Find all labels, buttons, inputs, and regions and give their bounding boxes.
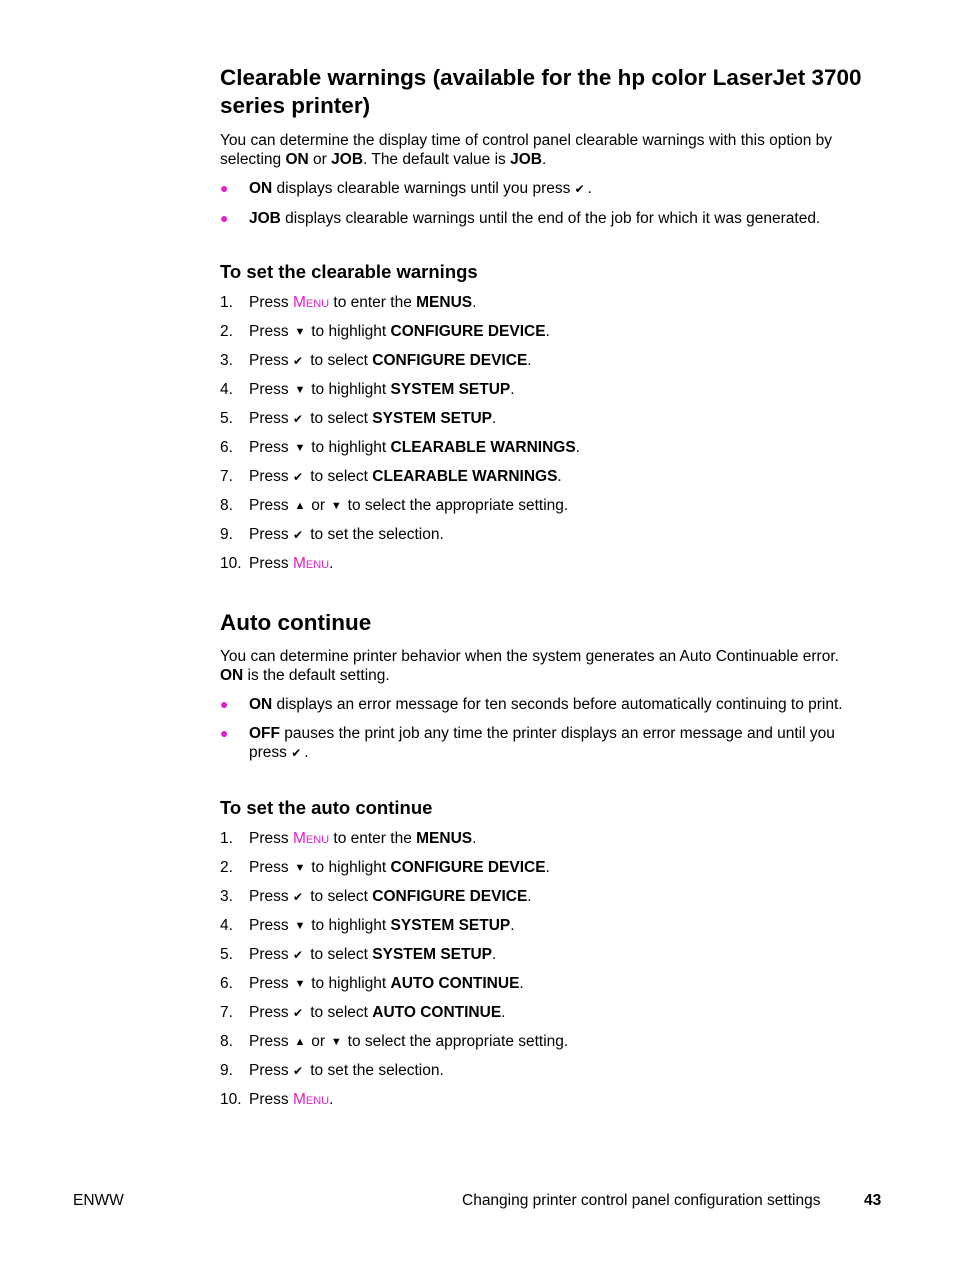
page-number: 43 (864, 1192, 882, 1209)
checkmark-icon: ✔ (292, 354, 303, 368)
intro-paragraph: You can determine printer behavior when the system generates an Auto Continuable error. ON is the default setting. (220, 648, 839, 684)
step-item: 1. Press MENU to enter the MENUS. (220, 294, 477, 311)
checkmark-icon: ✔ (292, 412, 303, 426)
step-item: 1. Press MENU to enter the MENUS. (220, 830, 477, 847)
bullet-icon: ● (220, 696, 229, 712)
footer-title: Changing printer control panel configuration settings (462, 1192, 821, 1209)
step-item: 4. Press ▼ to highlight SYSTEM SETUP. (220, 917, 515, 934)
heading-clearable-warnings: Clearable warnings (available for the hp color LaserJet 3700 series printer) (220, 65, 862, 118)
procedure-clearable-warnings (220, 261, 870, 583)
section-clearable-warnings (220, 64, 870, 228)
step-item: 9. Press ✔ to set the selection. (220, 526, 444, 543)
checkmark-icon: ✔ (292, 1064, 303, 1078)
down-arrow-icon: ▼ (294, 862, 306, 874)
step-item: 2. Press ▼ to highlight CONFIGURE DEVICE. (220, 323, 550, 340)
step-item: 7. Press ✔ to select AUTO CONTINUE. (220, 1004, 506, 1021)
step-item: 9. Press ✔ to set the selection. (220, 1062, 444, 1079)
step-item: 4. Press ▼ to highlight SYSTEM SETUP. (220, 381, 515, 398)
menu-key: MENU (292, 294, 330, 311)
subheading-clearable-warnings: To set the clearable warnings (220, 261, 478, 282)
step-item: 3. Press ✔ to select CONFIGURE DEVICE. (220, 888, 532, 905)
menu-key: MENU (292, 1091, 330, 1108)
checkmark-icon: ✔ (292, 890, 303, 904)
down-arrow-icon: ▼ (294, 384, 306, 396)
down-arrow-icon: ▼ (294, 326, 306, 338)
bullet-icon: ● (220, 210, 229, 226)
up-arrow-icon: ▲ (294, 1036, 306, 1048)
subheading-auto-continue: To set the auto continue (220, 797, 433, 818)
checkmark-icon: ✔ (292, 528, 303, 542)
step-item: 6. Press ▼ to highlight CLEARABLE WARNINGS. (220, 439, 580, 456)
down-arrow-icon: ▼ (294, 442, 306, 454)
up-arrow-icon: ▲ (294, 500, 306, 512)
bullet-item: ● OFF pauses the print job any time the printer displays an error message and until you press ✔ . (220, 725, 835, 761)
checkmark-icon: ✔ (292, 948, 303, 962)
step-item: 6. Press ▼ to highlight AUTO CONTINUE. (220, 975, 524, 992)
steps-list (220, 293, 870, 583)
procedure-auto-continue (220, 797, 870, 1119)
bullet-item: ● JOB displays clearable warnings until the end of the job for which it was generated. (220, 210, 821, 227)
down-arrow-icon: ▼ (294, 978, 306, 990)
step-item: 10. Press MENU. (220, 1091, 334, 1108)
steps-list (220, 829, 870, 1119)
down-arrow-icon: ▼ (330, 1036, 342, 1048)
checkmark-icon: ✔ (292, 1006, 303, 1020)
step-item: 8. Press ▲ or ▼ to select the appropriate setting. (220, 1033, 569, 1050)
step-item: 2. Press ▼ to highlight CONFIGURE DEVICE. (220, 859, 550, 876)
bullet-item: ● ON displays an error message for ten seconds before automatically continuing to print. (220, 696, 843, 713)
checkmark-icon: ✔ (292, 470, 303, 484)
bullet-icon: ● (220, 725, 229, 741)
step-item: 5. Press ✔ to select SYSTEM SETUP. (220, 946, 497, 963)
step-item: 10. Press MENU. (220, 555, 334, 572)
menu-key: MENU (292, 555, 330, 572)
down-arrow-icon: ▼ (330, 500, 342, 512)
bullet-icon: ● (220, 180, 229, 196)
step-item: 5. Press ✔ to select SYSTEM SETUP. (220, 410, 497, 427)
heading-auto-continue: Auto continue (220, 610, 372, 635)
intro-paragraph: You can determine the display time of control panel clearable warnings with this option by selecting ON or JOB. The default value is JOB. (220, 132, 833, 168)
menu-key: MENU (292, 830, 330, 847)
checkmark-icon: ✔ (291, 746, 302, 760)
bullet-item: ● ON displays clearable warnings until you press ✔ . (220, 180, 592, 197)
step-item: 7. Press ✔ to select CLEARABLE WARNINGS. (220, 468, 562, 485)
checkmark-icon: ✔ (574, 182, 585, 196)
step-item: 3. Press ✔ to select CONFIGURE DEVICE. (220, 352, 532, 369)
section-auto-continue (220, 609, 870, 763)
down-arrow-icon: ▼ (294, 920, 306, 932)
footer-left: ENWW (73, 1192, 124, 1209)
step-item: 8. Press ▲ or ▼ to select the appropriate setting. (220, 497, 569, 514)
